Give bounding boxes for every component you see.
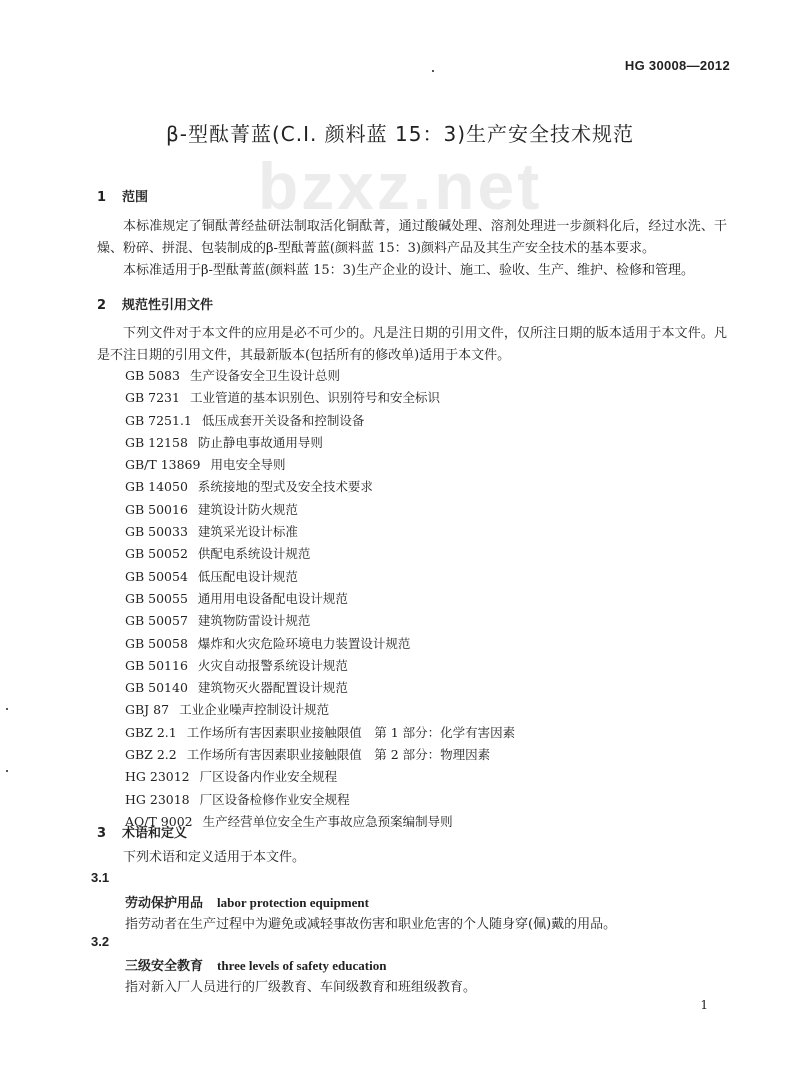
reference-code: AQ/T 9002 (125, 813, 193, 829)
section-number: 1 (97, 190, 107, 205)
reference-title: 厂区设备内作业安全规程 (199, 769, 338, 785)
scan-speck (6, 708, 8, 710)
section-2-heading (97, 294, 213, 313)
reference-title: 火灾自动报警系统设计规范 (197, 657, 348, 673)
term-english: labor protection equipment (217, 895, 369, 910)
scan-speck (6, 770, 8, 772)
term-title (125, 955, 386, 974)
reference-item (125, 410, 515, 432)
reference-title: 工作场所有害因素职业接触限值 第 2 部分：物理因素 (186, 747, 491, 763)
section-1-heading (97, 186, 148, 205)
normative-references-list (125, 365, 515, 833)
reference-item (125, 432, 515, 454)
standard-code: HG 30008—2012 (624, 58, 730, 73)
reference-code: GB 50033 (125, 524, 188, 540)
term-title (125, 892, 369, 911)
term-chinese: 劳动保护用品 (125, 896, 204, 911)
reference-item (125, 699, 515, 721)
reference-title: 生产设备安全卫生设计总则 (189, 368, 340, 383)
reference-title: 建筑采光设计标准 (197, 524, 298, 540)
reference-item (125, 633, 515, 655)
section-3-heading (97, 822, 187, 841)
reference-item (125, 476, 515, 498)
section-1-paragraph-2: 本标准适用于β-型酞菁蓝(颜料蓝 15：3)生产企业的设计、施工、验收、生产、维护、检修和管理。 (123, 263, 694, 278)
reference-code: GB 50054 (125, 568, 188, 584)
reference-item (125, 655, 515, 677)
term-number: 3.1 (91, 870, 110, 885)
term-definition: 指对新入厂人员进行的厂级教育、车间级教育和班组级教育。 (125, 980, 477, 995)
reference-title: 用电安全导则 (210, 457, 286, 473)
section-title: 范围 (122, 190, 149, 205)
reference-title: 低压成套开关设备和控制设备 (201, 412, 365, 428)
reference-item (125, 744, 515, 766)
reference-item (125, 566, 515, 588)
reference-title: 工业企业噪声控制设计规范 (179, 702, 330, 718)
reference-item (125, 766, 515, 788)
term-english: three levels of safety education (217, 958, 387, 973)
reference-item (125, 789, 515, 811)
reference-title: 爆炸和火灾危险环境电力装置设计规范 (197, 635, 411, 651)
page-title: β-型酞菁蓝(C.I. 颜料蓝 15：3)生产安全技术规范 (165, 122, 635, 146)
term-definition: 指劳动者在生产过程中为避免或减轻事故伤害和职业危害的个人随身穿(佩)戴的用品。 (125, 917, 617, 932)
reference-title: 建筑物灭火器配置设计规范 (197, 680, 348, 696)
reference-item (125, 454, 515, 476)
reference-title: 低压配电设计规范 (197, 568, 298, 584)
reference-code: HG 23018 (125, 791, 190, 807)
reference-code: GB 7231 (125, 390, 180, 406)
reference-title: 生产经营单位安全生产事故应急预案编制导则 (202, 813, 453, 829)
term-chinese: 三级安全教育 (125, 959, 204, 974)
reference-title: 系统接地的型式及安全技术要求 (197, 479, 373, 495)
reference-item (125, 543, 515, 565)
term-number: 3.2 (91, 934, 110, 949)
reference-title: 供配电系统设计规范 (197, 546, 311, 562)
page-number: 1 (700, 998, 708, 1012)
watermark: bzxz.net (257, 149, 543, 223)
reference-title: 建筑设计防火规范 (197, 501, 298, 517)
reference-code: GB 50055 (125, 590, 188, 606)
reference-code: GB 5083 (125, 368, 180, 383)
section-number: 2 (97, 298, 107, 313)
reference-code: GB 50052 (125, 546, 188, 562)
reference-item (125, 610, 515, 632)
reference-code: GBZ 2.1 (125, 724, 177, 740)
reference-title: 通用用电设备配电设计规范 (197, 590, 348, 606)
reference-title: 工业管道的基本识别色、识别符号和安全标识 (189, 390, 440, 406)
reference-code: GBJ 87 (125, 702, 170, 718)
reference-code: GBZ 2.2 (125, 747, 177, 763)
reference-code: GB 14050 (125, 479, 188, 495)
reference-title: 建筑物防雷设计规范 (197, 613, 311, 629)
reference-item (125, 521, 515, 543)
section-3-intro: 下列术语和定义适用于本文件。 (123, 850, 306, 865)
reference-code: GB 50116 (125, 657, 188, 673)
reference-title: 工作场所有害因素职业接触限值 第 1 部分：化学有害因素 (186, 724, 516, 740)
reference-code: GB 12158 (125, 434, 188, 450)
reference-item (125, 365, 515, 387)
reference-item (125, 588, 515, 610)
section-number: 3 (97, 826, 107, 841)
section-2-intro: 下列文件对于本文件的应用是必不可少的。凡是注日期的引用文件，仅所注日期的版本适用于本文件。凡是不注日期的引用文件，其最新版本(包括所有的修改单)适用于本文件。 (97, 326, 727, 363)
section-title: 规范性引用文件 (122, 298, 214, 313)
reference-item (125, 677, 515, 699)
reference-code: GB/T 13869 (125, 457, 201, 473)
reference-item (125, 387, 515, 409)
reference-title: 厂区设备检修作业安全规程 (199, 791, 350, 807)
reference-code: GB 50058 (125, 635, 188, 651)
reference-code: GB 50016 (125, 501, 188, 517)
section-1-paragraph-1: 本标准规定了铜酞菁经盐研法制取活化铜酞菁，通过酸碱处理、溶剂处理进一步颜料化后，经过水洗、干燥、粉碎、拼混、包装制成的β-型酞菁蓝(颜料蓝 15：3)颜料产品及其生产安全技术的基本要求。 (97, 219, 727, 256)
reference-title: 防止静电事故通用导则 (197, 434, 323, 450)
reference-item (125, 722, 515, 744)
reference-code: GB 7251.1 (125, 412, 192, 428)
scan-speck (432, 70, 434, 72)
reference-code: HG 23012 (125, 769, 190, 785)
reference-code: GB 50057 (125, 613, 188, 629)
reference-item (125, 499, 515, 521)
reference-code: GB 50140 (125, 680, 188, 696)
section-title: 术语和定义 (122, 826, 188, 841)
